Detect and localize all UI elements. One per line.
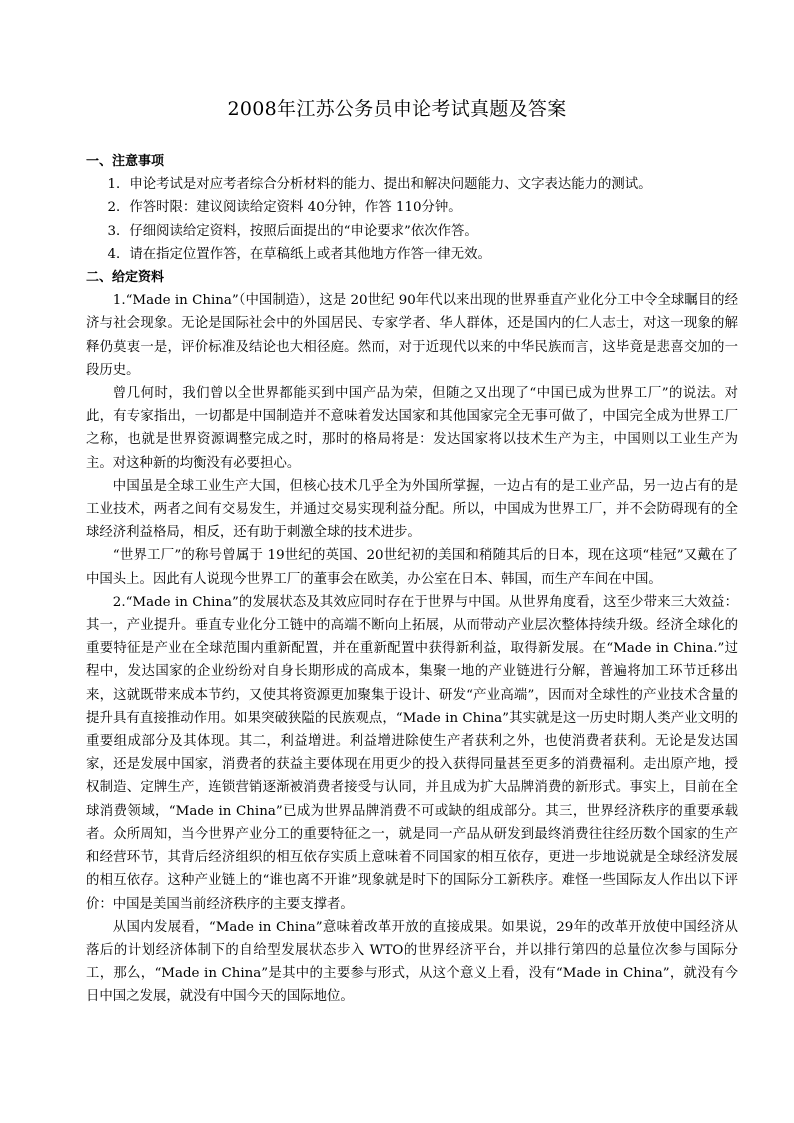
section-heading-materials: 二、给定资料 bbox=[86, 270, 165, 286]
notes-item: 2．作答时限：建议阅读给定资料 40分钟，作答 110分钟。 bbox=[107, 200, 462, 216]
material-paragraph: 曾几何时，我们曾以全世界都能买到中国产品为荣，但随之又出现了“中国已成为世界工厂”的说法。对此，有专家指出，一切都是中国制造并不意味着发达国家和其他国家完全无事可做了，中国完全成为世界工厂之称，也就是世界资源调整完成之时，那时的格局将是：发达国家将以技术生产为主，中国则以工业生产为主。对这种新的均衡没有必要担心。 bbox=[86, 386, 738, 471]
material-paragraph: 中国虽是全球工业生产大国，但核心技术几乎全为外国所掌握，一边占有的是工业产品，另一边占有的是工业技术，两者之间有交易发生，并通过交易实现利益分配。所以，中国成为世界工厂，并不会防碍现有的全球经济利益格局，相反，还有助于刺激全球的技术进步。 bbox=[86, 478, 738, 541]
section-heading-notes: 一、注意事项 bbox=[86, 154, 165, 169]
notes-item: 3．仔细阅读给定资料，按照后面提出的“申论要求”依次作答。 bbox=[107, 223, 478, 239]
document-body bbox=[86, 150, 738, 1009]
material-paragraph: 2.“Made in China”的发展状态及其效应同时存在于世界与中国。从世界角度看，这至少带来三大效益：其一，产业提升。垂直专业化分工链中的高端不断向上拓展，从而带动产业层次整体持续升级。经济全球化的重要特征是产业在全球范围内重新配置，并在重新配置中获得新利益，取得新发展。在“Made in China.”过程中，发达国家的企业纷纷对自身长期形成的高成本，集聚一地的产业链进行分解，普遍将加工环节迁移出来，这就既带来成本节约，又使其将资源更加聚集于设计、研发“产业高端”，因而对全球性的产业技术含量的提升具有直接推动作用。如果突破狭隘的民族观点，“Made in China”其实就是这一历史时期人类产业文明的重要组成部分及其体现。其二，利益增进。利益增进除使生产者获利之外，也使消费者获利。无论是发达国家，还是发展中国家，消费者的获益主要体现在用更少的投入获得同量甚至更多的消费福利。走出原产地，授权制造、定牌生产，连锁营销逐渐被消费者接受与认同，并且成为扩大品牌消费的新形式。事实上，目前在全球消费领域，“Made in China”已成为世界品牌消费不可或缺的组成部分。其三，世界经济秩序的重要承载者。众所周知，当今世界产业分工的重要特征之一，就是同一产品从研发到最终消费往往经历数个国家的生产和经营环节，其背后经济组织的相互依存实质上意味着不同国家的相互依存，更进一步地说就是全球经济发展的相互依存。这种产业链上的“谁也离不开谁”现象就是时下的国际分工新秩序。难怪一些国际友人作出以下评价：中国是美国当前经济秩序的主要支撑者。 bbox=[86, 594, 738, 912]
page-title: 2008年江苏公务员申论考试真题及答案 bbox=[227, 98, 567, 120]
material-paragraph: 从国内发展看，“Made in China”意味着改革开放的直接成果。如果说，29年的改革开放使中国经济从落后的计划经济体制下的自给型发展状态步入 WTO的世界经济平台，并以排行第四的总量位次参与国际分工，那么，“Made in China”是其中的主要参与形式，从这个意义上看，没有“Made in China”，就没有今日中国之发展，就没有中国今天的国际地位。 bbox=[86, 919, 738, 1005]
material-paragraph: 1.“Made in China”（中国制造），这是 20世纪 90年代以来出现的世界垂直产业化分工中令全球瞩目的经济与社会现象。无论是国际社会中的外国居民、专家学者、华人群体，还是国内的仁人志士，对这一现象的解释仍莫衷一是，评价标准及结论也大相径庭。然而，对于近现代以来的中华民族而言，这毕竟是悲喜交加的一段历史。 bbox=[86, 293, 738, 378]
material-paragraph: “世界工厂”的称号曾属于 19世纪的英国、20世纪初的美国和稍随其后的日本，现在这项“桂冠”又戴在了中国头上。因此有人说现今世界工厂的董事会在欧美，办公室在日本、韩国，而生产车间在中国。 bbox=[86, 548, 738, 587]
notes-item: 1．申论考试是对应考者综合分析材料的能力、提出和解决问题能力、文字表达能力的测试。 bbox=[107, 177, 652, 193]
notes-item: 4．请在指定位置作答，在草稿纸上或者其他地方作答一律无效。 bbox=[107, 246, 491, 262]
